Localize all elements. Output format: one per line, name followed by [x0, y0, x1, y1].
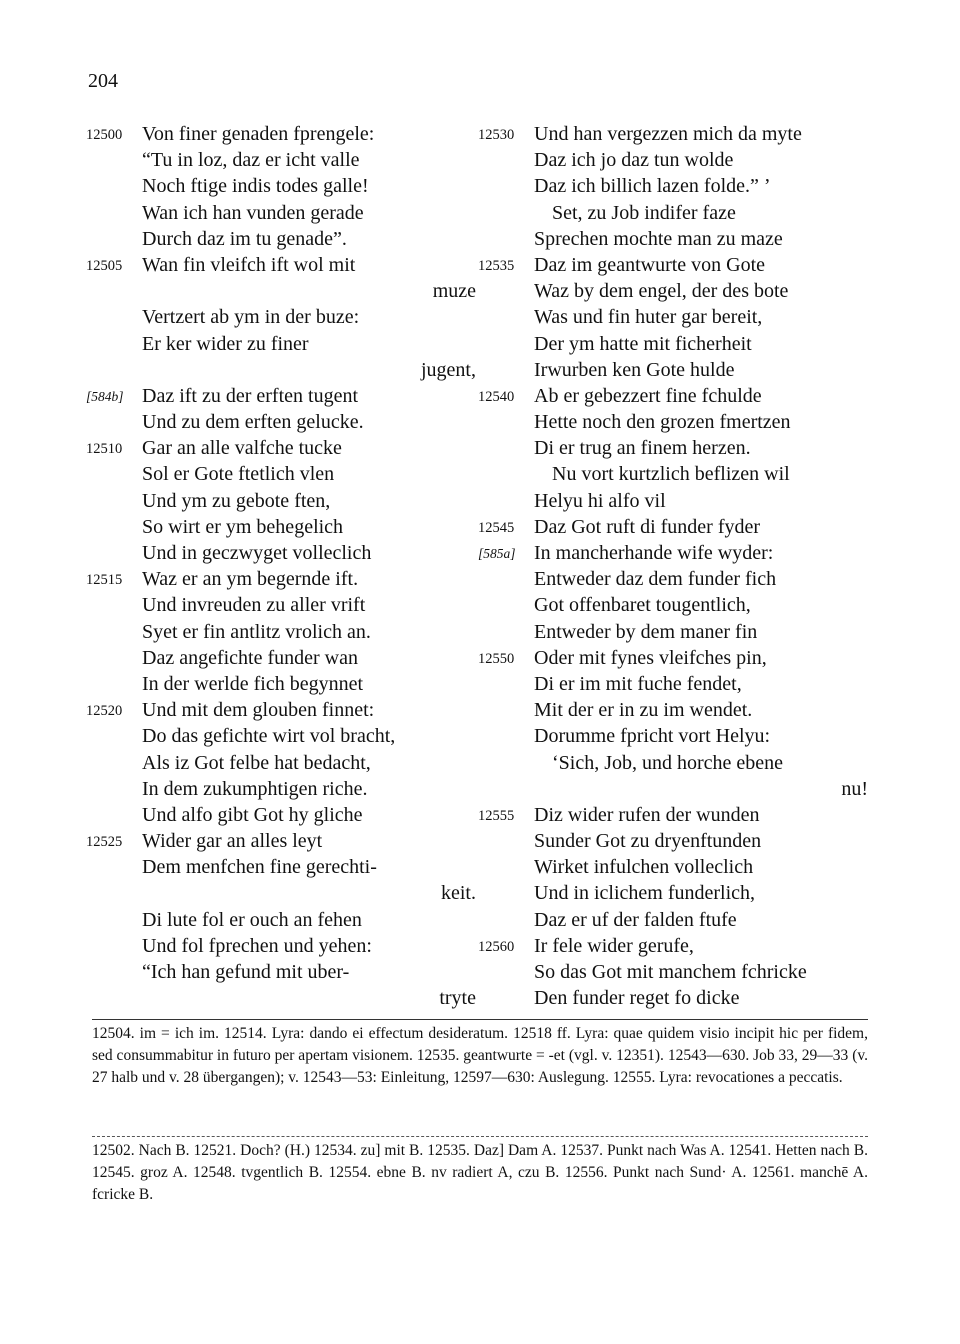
verse-line	[478, 671, 868, 697]
verse-line	[478, 933, 868, 959]
verse-text: Und mit dem glouben finnet:	[142, 699, 375, 722]
verse-line	[86, 226, 476, 252]
line-number: 12520	[86, 703, 123, 720]
verse-text: Syet er fin antlitz vrolich an.	[142, 620, 371, 643]
verse-line	[86, 409, 476, 435]
verse-line	[86, 697, 476, 723]
verse-text: Irwurben ken Gote hulde	[534, 358, 735, 381]
verse-text: Sprechen mochte man zu maze	[534, 227, 783, 250]
verse-line	[478, 147, 868, 173]
verse-line	[478, 566, 868, 592]
verse-line	[478, 200, 868, 226]
verse-text: Wider gar an alles leyt	[142, 830, 323, 853]
verse-line	[86, 907, 476, 933]
verse-text: Daz ift zu der erften tugent	[142, 384, 359, 407]
verse-line	[86, 540, 476, 566]
line-number: 12550	[478, 650, 515, 667]
line-number: 12505	[86, 257, 123, 274]
verse-text: Daz er uf der falden ftufe	[534, 908, 737, 931]
line-number: 12555	[478, 807, 515, 824]
verse-line	[478, 750, 868, 776]
variant-note-text: 12502. Nach B. 12521. Doch? (H.) 12534. zu] mit B. 12535. Daz] Dam A. 12537. Punkt nach Was A. 12541. Hetten nach B. 12545. groz A. 12548. tvgentlich B. 12554. ebne B. nv radiert A, czu B. 12556. Punkt nach Sund· A. 12561. manchē A. fcricke B.	[92, 1142, 868, 1204]
verse-text: Daz im geantwurte von Gote	[534, 253, 766, 276]
verse-text: Wan ich han vunden gerade	[142, 201, 364, 224]
verse-text: Mit der er in zu im wendet.	[534, 699, 753, 722]
verse-line	[86, 357, 476, 383]
verse-line	[478, 645, 868, 671]
verse-line	[86, 750, 476, 776]
verse-line	[478, 331, 868, 357]
verse-text: Sunder Got zu dryenftunden	[534, 830, 762, 853]
verse-line	[478, 173, 868, 199]
verse-line	[478, 592, 868, 618]
line-number: 12515	[86, 572, 123, 589]
verse-text: Daz angefichte funder wan	[142, 646, 358, 669]
verse-text: Dem menfchen fine gerechti-	[142, 856, 377, 879]
verse-text: In mancherhande wife wyder:	[534, 542, 774, 564]
verse-line	[86, 488, 476, 514]
verse-line	[86, 776, 476, 802]
verse-line	[86, 461, 476, 487]
verse-text: Helyu hi alfo vil	[534, 489, 666, 512]
line-number: 12510	[86, 441, 123, 458]
verse-line	[86, 121, 476, 147]
verse-line	[478, 357, 868, 383]
verse-text: Wan fin vleifch ift wol mit	[142, 253, 356, 276]
verse-text: Diz wider rufen der wunden	[534, 803, 760, 826]
critical-notes	[92, 1023, 868, 1090]
verse-text: Er ker wider zu finer	[142, 332, 309, 355]
verse-line	[478, 776, 868, 802]
verse-text: Nu vort kurtzlich beflizen wil	[552, 463, 790, 486]
verse-line	[86, 331, 476, 357]
verse-text: Set, zu Job indifer faze	[552, 201, 736, 224]
line-number: 12525	[86, 834, 123, 851]
verse-text: Wirket infulchen volleclich	[534, 856, 754, 879]
verse-line	[86, 200, 476, 226]
verse-line	[86, 619, 476, 645]
verse-line	[478, 488, 868, 514]
variants-divider	[92, 1136, 868, 1137]
line-number: 12535	[478, 257, 515, 274]
folio-marker: [584b]	[86, 388, 124, 404]
verse-line	[478, 435, 868, 461]
verse-line	[478, 514, 868, 540]
verse-text: “Tu in loz, daz er icht valle	[142, 149, 360, 172]
verse-line	[86, 985, 476, 1011]
verse-text: Hette noch den grozen fmertzen	[534, 411, 791, 434]
verse-text: Daz ich jo daz tun wolde	[534, 149, 734, 172]
verse-text: Daz Got ruft di funder fyder	[534, 515, 761, 538]
verse-line	[478, 540, 868, 566]
verse-text: Waz by dem engel, der des bote	[534, 280, 789, 303]
verse-text: Di er im mit fuche fendet,	[534, 672, 742, 695]
left-verse-column	[86, 121, 476, 1011]
verse-text: Und in iclichem funderlich,	[534, 882, 756, 905]
verse-line	[86, 514, 476, 540]
verse-line	[86, 383, 476, 409]
verse-text: muze	[432, 280, 476, 303]
verse-text: Sol er Gote ftetlich vlen	[142, 463, 335, 486]
verse-text: Und fol fprechen und yehen:	[142, 934, 372, 957]
apparatus-divider	[92, 1019, 868, 1020]
verse-line	[478, 278, 868, 304]
verse-line	[86, 252, 476, 278]
verse-line	[478, 802, 868, 828]
verse-text: Got offenbaret tougentlich,	[534, 594, 751, 617]
verse-line	[86, 435, 476, 461]
verse-line	[86, 304, 476, 330]
verse-text: Entweder daz dem funder fich	[534, 568, 777, 591]
verse-line	[86, 828, 476, 854]
verse-line	[86, 566, 476, 592]
verse-line	[86, 723, 476, 749]
verse-line	[86, 933, 476, 959]
line-number: 12560	[478, 938, 515, 955]
verse-line	[86, 802, 476, 828]
verse-text: Di er trug an finem herzen.	[534, 437, 751, 460]
verse-line	[478, 461, 868, 487]
folio-marker: [585a]	[478, 546, 516, 561]
variant-notes	[92, 1140, 868, 1207]
verse-text: Als iz Got felbe hat bedacht,	[142, 751, 371, 774]
verse-line	[478, 907, 868, 933]
verse-text: Gar an alle valfche tucke	[142, 437, 342, 460]
verse-line	[478, 985, 868, 1011]
verse-text: So das Got mit manchem fchricke	[534, 961, 807, 983]
verse-line	[478, 854, 868, 880]
critical-note-text: 12504. im = ich im. 12514. Lyra: dando ei effectum desideratum. 12518 ff. Lyra: quae quidem visio incipit hic per fidem, sed consummabitur in futuro per apertam visionem. 12535. geantwurte = -et (vgl. v. 12351). 12543—630. Job 33, 29—33 (v. 27 halb und v. 28 übergangen); v. 12543—53: Einleitung, 12597—630: Auslegung. 12555. Lyra: revocationes a peccatis.	[92, 1025, 868, 1087]
verse-text: In der werlde fich begynnet	[142, 672, 364, 695]
verse-text: So wirt er ym behegelich	[142, 515, 344, 538]
verse-line	[478, 697, 868, 723]
verse-line	[478, 304, 868, 330]
verse-text: Ab er gebezzert fine fchulde	[534, 384, 762, 407]
verse-text: Was und fin huter gar bereit,	[534, 306, 763, 329]
verse-line	[478, 121, 868, 147]
verse-text: Und zu dem erften gelucke.	[142, 411, 364, 434]
verse-text: Daz ich billich lazen folde.” ’	[534, 175, 771, 198]
verse-text: tryte	[439, 987, 476, 1010]
verse-text: Von finer genaden fprengele:	[142, 123, 375, 145]
verse-line	[86, 147, 476, 173]
verse-text: “Ich han gefund mit uber-	[142, 961, 350, 983]
verse-line	[86, 854, 476, 880]
verse-line	[86, 278, 476, 304]
verse-text: ‘Sich, Job, und horche ebene	[552, 751, 784, 774]
verse-text: Dorumme fpricht vort Helyu:	[534, 725, 771, 748]
verse-text: Durch daz im tu genade”.	[142, 227, 347, 250]
verse-line	[478, 226, 868, 252]
verse-text: In dem zukumphtigen riche.	[142, 777, 368, 800]
verse-text: Noch ftige indis todes galle!	[142, 175, 369, 198]
verse-line	[478, 409, 868, 435]
verse-text: Di lute fol er ouch an fehen	[142, 908, 362, 931]
verse-line	[86, 880, 476, 906]
verse-line	[478, 252, 868, 278]
verse-line	[478, 619, 868, 645]
verse-text: Und invreuden zu aller vrift	[142, 594, 366, 617]
verse-line	[478, 383, 868, 409]
verse-text: Vertzert ab ym in der buze:	[142, 306, 360, 329]
line-number: 12500	[86, 127, 123, 143]
verse-text: Entweder by dem maner fin	[534, 620, 758, 643]
verse-line	[86, 173, 476, 199]
verse-text: Und han vergezzen mich da myte	[534, 123, 802, 145]
verse-line	[86, 592, 476, 618]
verse-text: Und ym zu gebote ften,	[142, 489, 331, 512]
line-number: 12530	[478, 127, 515, 143]
verse-text: Der ym hatte mit ficherheit	[534, 332, 752, 355]
verse-text: Do das gefichte wirt vol bracht,	[142, 725, 396, 748]
verse-text: Und alfo gibt Got hy gliche	[142, 803, 363, 826]
verse-line	[86, 671, 476, 697]
verse-line	[478, 828, 868, 854]
verse-text: Und in geczwyget volleclich	[142, 542, 372, 564]
verse-line	[86, 645, 476, 671]
verse-text: nu!	[841, 777, 868, 800]
verse-line	[478, 880, 868, 906]
verse-line	[478, 959, 868, 985]
verse-text: Den funder reget fo dicke	[534, 987, 740, 1010]
verse-text: jugent,	[421, 358, 476, 381]
verse-line	[478, 723, 868, 749]
page-number: 204	[88, 70, 118, 92]
verse-text: Waz er an ym begernde ift.	[142, 568, 359, 591]
right-verse-column	[478, 121, 868, 1011]
line-number: 12540	[478, 388, 515, 405]
verse-line	[86, 959, 476, 985]
verse-text: Ir fele wider gerufe,	[534, 934, 694, 957]
line-number: 12545	[478, 519, 515, 536]
verse-text: Oder mit fynes vleifches pin,	[534, 646, 767, 669]
verse-text: keit.	[441, 882, 476, 905]
